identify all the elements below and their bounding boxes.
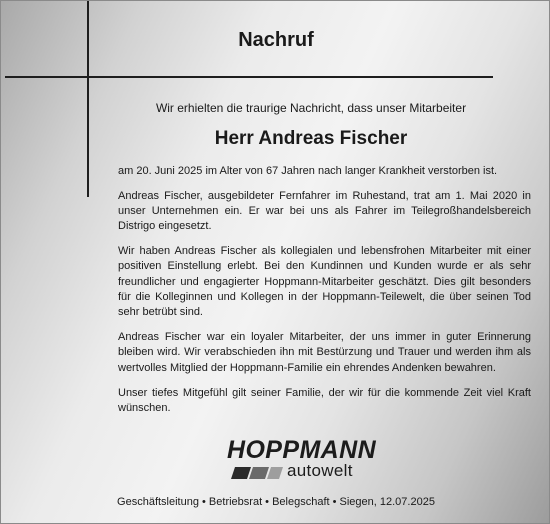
paragraph-condolences: Unser tiefes Mitgefühl gilt seiner Familie, der wir für die kommende Zeit viel Kraft wünschen.: [118, 386, 531, 414]
logo-wordmark: HOPPMANN: [227, 436, 377, 464]
logo-stripe-dark: [231, 467, 251, 479]
paragraph-character: Wir haben Andreas Fischer als kollegialen und lebensfrohen Mitarbeiter mit einer positiven Einstellung erlebt. Bei den Kundinnen und Kunden wurde er als sehr freundlicher und engagierter Hoppmann-Mitarbeiter geschätzt. Dies gilt besonders für die Kolleginnen und Kollegen in der Hoppmann-Teilewelt, die über seinen Tod sehr betrübt sind.: [118, 245, 531, 319]
intro-line: Wir erhielten die traurige Nachricht, dass unser Mitarbeiter: [155, 101, 467, 115]
logo-stripe-light: [267, 467, 283, 479]
hoppmann-autowelt-logo: [227, 436, 397, 482]
paragraph-remembrance: Andreas Fischer war ein loyaler Mitarbeiter, der uns immer in guter Erinnerung bleiben wird. Wir verabschieden ihn mit Bestürzung und Trauer und werden ihm als wertvolles Mitglied der Hoppmann-Familie ein ehrendes Andenken bewahren.: [118, 331, 531, 374]
logo-stripes-icon: [231, 467, 283, 479]
signature-line: Geschäftsleitung • Betriebsrat • Belegschaft • Siegen, 12.07.2025: [117, 496, 435, 508]
cross-horizontal-bar: [5, 76, 493, 78]
paragraph-career: Andreas Fischer, ausgebildeter Fernfahrer im Ruhestand, trat am 1. Mai 2020 in unser Unternehmen ein. Er war bei uns als Fahrer im Teilegroßhandelsbereich Distrigo eingesetzt.: [118, 189, 531, 233]
logo-subtitle: autowelt: [287, 461, 353, 480]
paragraph-death-date: am 20. Juni 2025 im Alter von 67 Jahren nach langer Krankheit verstorben ist.: [118, 165, 498, 177]
deceased-name: Herr Andreas Fischer: [214, 128, 408, 149]
notice-body: [118, 164, 531, 426]
logo-stripe-mid: [249, 467, 269, 479]
notice-title: Nachruf: [238, 29, 314, 51]
